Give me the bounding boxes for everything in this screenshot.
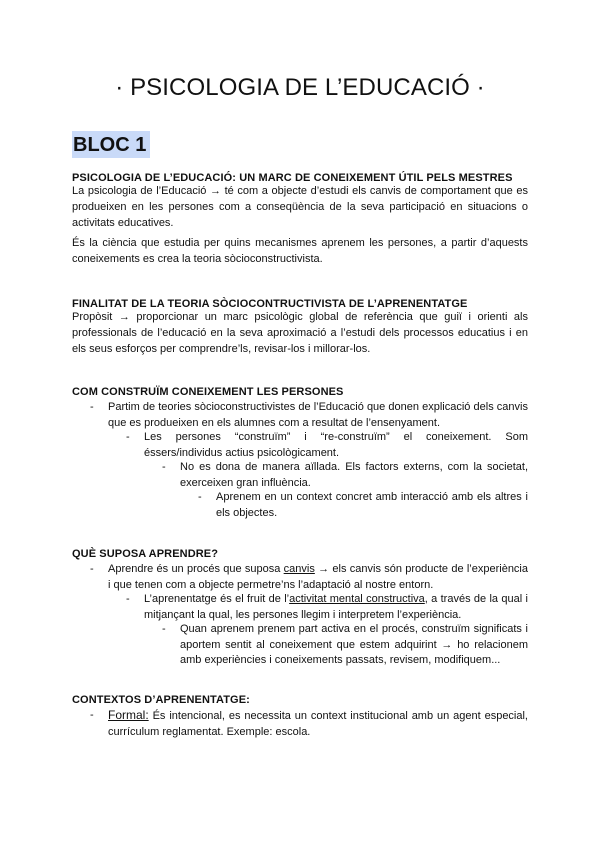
text: És intencional, es necessita un context institucional amb un agent especial, currículum reglamentat. Exemple: escola. <box>108 710 528 738</box>
bullet-dash: - <box>126 593 130 605</box>
bullet-dash: - <box>198 491 202 503</box>
list-item: Quan aprenem prenem part activa en el procés, construïm significats i aportem sentit al coneixement que estem adquirint → ho relacionem amb experiències i coneixements passats, revisem, modifiquem... <box>180 623 528 666</box>
text: → els canvis són producte de l’experiència i que tenen com a objecte permetre’ns l’adaptació al nostre entorn. <box>108 563 528 591</box>
section-heading-que-suposa: QUÈ SUPOSA APRENDRE? <box>72 548 219 560</box>
paragraph-science: És la ciència que estudia per quins mecanismes aprenem les persones, a partir d’aquests coneixements es crea la teoria sòcioconstructivista. <box>72 237 528 265</box>
paragraph-definition: La psicologia de l’Educació → té com a objecte d’estudi els canvis de comportament que es produeixen en les persones com a conseqüència de la seva participació en situacions o activitats educatives. <box>72 185 528 229</box>
list-item <box>108 708 528 740</box>
bullet-dash: - <box>162 623 166 635</box>
page-title: · PSICOLOGIA DE L’EDUCACIÓ · <box>115 74 485 101</box>
underlined-term: Formal: <box>108 708 149 722</box>
list-item: No es dona de manera aïllada. Els factors externs, com la societat, exerceixen gran influència. <box>180 461 528 489</box>
underlined-term: activitat mental constructiva <box>289 593 425 605</box>
bullet-dash: - <box>90 401 94 413</box>
paragraph-proposit: Propòsit → proporcionar un marc psicològic global de referència que guiï i orienti als professionals de l’educació en la seva aproximació a l’estudi dels processos educatius i en els seus esforços per comprendre’ls, revisar-los i millorar-los. <box>72 311 528 355</box>
underlined-term: canvis <box>283 563 315 575</box>
section-heading-finalitat: FINALITAT DE LA TEORIA SÒCIOCONTRUCTIVISTA DE L’APRENENTATGE <box>72 298 468 310</box>
bullet-dash: - <box>126 431 130 443</box>
text: , a través de la qual i mitjançant la qual, les persones llegim i interpretem l’experiència. <box>144 593 528 621</box>
bullet-dash: - <box>90 563 94 575</box>
section-heading-psicologia: PSICOLOGIA DE L’EDUCACIÓ: UN MARC DE CONEIXEMENT ÚTIL PELS MESTRES <box>72 172 513 184</box>
section-heading-contextos: CONTEXTOS D’APRENENTATGE: <box>72 694 250 706</box>
section-heading-com-construim: COM CONSTRUÏM CONEIXEMENT LES PERSONES <box>72 386 344 398</box>
bloc-heading: BLOC 1 <box>72 131 150 158</box>
list-item <box>108 562 528 593</box>
bullet-dash: - <box>162 461 166 473</box>
text: L’aprenentatge és el fruit de l’ <box>144 593 290 605</box>
list-item: Partim de teories sòcioconstructivistes de l’Educació que donen explicació dels canvis que es produeixen en els alumnes com a resultat de l’ensenyament. <box>108 401 528 429</box>
list-item <box>144 592 528 623</box>
bullet-dash: - <box>90 709 94 721</box>
list-item: Les persones “construïm” i “re-construïm” el coneixement. Som éssers/individus actius psicològicament. <box>144 431 528 459</box>
text: Aprendre és un procés que suposa <box>108 563 284 575</box>
list-item: Aprenem en un context concret amb interacció amb els altres i els objectes. <box>216 491 528 519</box>
